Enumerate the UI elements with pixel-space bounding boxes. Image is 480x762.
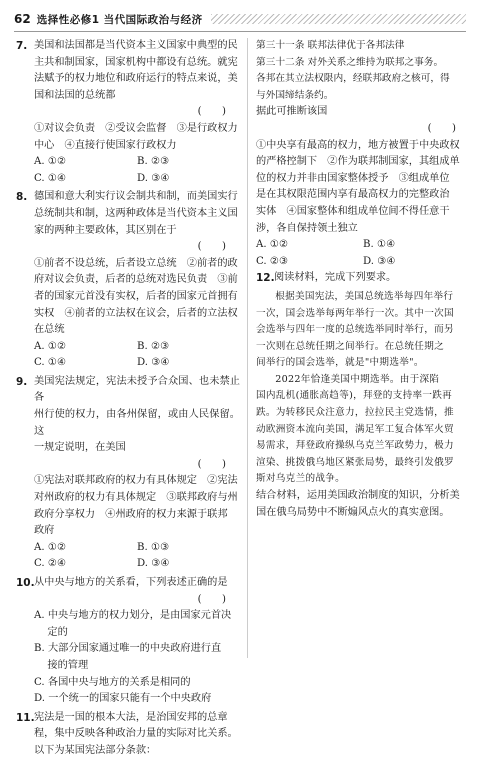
choice-line: C. 各国中央与地方的关系是相同的	[34, 676, 191, 688]
material-line: 斯对乌克兰的战争。	[256, 473, 346, 485]
option-c: C. ①④	[34, 172, 67, 184]
stem-line: 从中央与地方的关系看，下列表述正确的是	[34, 577, 228, 588]
item-line: 是在其权限范围内享有最高权力的完整政治	[256, 189, 450, 201]
stem-line: 主共和制国家，国家机构中都设有总统。就宪	[34, 56, 238, 68]
option-a: A. ①②	[256, 239, 289, 251]
stem-line: 一规定说明，在美国	[34, 442, 126, 454]
question-number: 12.	[256, 272, 275, 285]
item-line: 政府	[34, 525, 55, 537]
item-line: 实体 ④国家整体和组成单位间不得任意干	[256, 205, 450, 217]
header-hatch-decoration	[211, 14, 466, 24]
question-10	[16, 575, 240, 708]
option-a: A. ①②	[34, 541, 67, 553]
item-line: 涉，各自保持领土独立	[256, 222, 358, 234]
task-line: 国在俄乌局势中不断煽风点火的真实意图。	[256, 506, 450, 518]
item-line: 在总统	[34, 324, 65, 336]
article-line: 第三十一条 联邦法律优于各邦法律	[256, 40, 405, 51]
item-line: ①宪法对联邦政府的权力有具体规定 ②宪法	[34, 475, 238, 487]
option-b: B. ①④	[363, 239, 396, 251]
choice-line: 定的	[34, 626, 68, 638]
choice-line: D. 一个统一的国家只能有一个中央政府	[34, 693, 212, 705]
answer-parentheses: ( )	[197, 106, 226, 118]
question-8	[16, 189, 240, 372]
stem-line: 法赋予的权力地位和政府运行的特点来说，美	[34, 73, 238, 85]
item-line: 实权 ④前者的立法权在议会，后者的立法权	[34, 307, 238, 319]
material-line: 根据美国宪法，美国总统选举每四年举行	[275, 290, 454, 302]
stem-line: 宪法是一国的根本大法，是治国安邦的总章	[34, 711, 228, 723]
stem-line: 总统制共和制，这两种政体是当代资本主义国	[34, 207, 238, 219]
answer-parentheses: ( )	[197, 241, 226, 253]
question-number: 7.	[16, 40, 28, 52]
item-line: 政府分享权力 ④州政府的权力来源于联邦	[34, 508, 228, 520]
article-line: 各邦在其立法权限内，经联邦政府之核可，得	[256, 73, 450, 85]
stem-line: 州行使的权力，由各州保留，或由人民保留。这	[34, 409, 240, 437]
choice-line: B. 大部分国家通过唯一的中央政府进行直	[34, 643, 222, 655]
stem-line: 程，集中反映各种政治力量的实际对比关系。	[34, 728, 238, 740]
reading-material	[256, 289, 470, 488]
material-line: 跌。为转移民众注意力，拉拉民主党选情，推	[256, 407, 454, 419]
option-d: D. ③④	[137, 558, 170, 570]
item-line: 的严格控制下 ②作为联邦制国家，其组成单	[256, 156, 460, 168]
material-line: 间举行的国会选举，就是"中期选举"。	[256, 357, 424, 369]
option-c: C. ②③	[256, 255, 289, 267]
page-number: 62	[14, 12, 31, 26]
constitution-excerpt	[256, 38, 470, 104]
question-number: 11.	[16, 711, 35, 724]
choice-line: A. 中央与地方的权力划分，是由国家元首决	[34, 610, 232, 622]
article-line: 第三十二条 对外关系之维持为联邦之事务。	[256, 56, 444, 68]
option-b: B. ①③	[137, 541, 170, 553]
material-line: 国内乱机(通胀高趋等)，拜登的支持率一跌再	[256, 390, 453, 402]
option-a: A. ①②	[34, 156, 67, 168]
article-line: 与外国缔结条约。	[256, 89, 334, 101]
question-number: 8.	[16, 191, 28, 204]
material-line: 2022年恰逢美国中期选举。由于深陷	[275, 373, 440, 385]
page-header	[14, 8, 466, 30]
item-line: ①中央享有最高的权力，地方被置于中央政权	[256, 139, 460, 151]
task-line: 结合材料，运用美国政治制度的知识，分析美	[256, 490, 460, 502]
option-d: D. ③④	[137, 357, 170, 369]
option-c: C. ①④	[34, 357, 67, 369]
material-line: 一次则在总统任期之间举行。在总统任期之	[256, 340, 444, 352]
item-line: 者的国家元首没有实权，后者的国家元首拥有	[34, 290, 238, 302]
item-line: 中心 ④直接行使国家行政权力	[34, 139, 177, 151]
material-line: 会选举与四年一度的总统选举同时举行，而另	[256, 324, 454, 336]
option-c: C. ②④	[34, 558, 67, 570]
stem-line: 以下为某国宪法部分条款：	[34, 744, 157, 756]
stem-line: 美国宪法规定，宪法未授予合众国、也未禁止各	[34, 375, 240, 404]
answer-parentheses: ( )	[197, 593, 226, 605]
stem-line: 国和法国的总统都	[34, 89, 116, 101]
stem-line: 据此可推断该国	[256, 106, 328, 118]
right-column	[256, 38, 470, 521]
left-column	[16, 38, 240, 762]
choice-line: 接的管理	[34, 659, 89, 671]
question-7	[16, 38, 240, 187]
stem-line: 家的两种主要政体，其区别在于	[34, 224, 177, 236]
book-title: 选择性必修1 当代国际政治与经济	[36, 13, 203, 26]
option-b: B. ②③	[137, 156, 170, 168]
material-line: 一次，国会选举每两年举行一次。其中一次国	[256, 307, 454, 319]
question-title: 阅读材料，完成下列要求。	[274, 272, 397, 284]
option-d: D. ③④	[137, 172, 170, 184]
question-number: 10.	[16, 577, 35, 589]
material-line: 动欧洲资本流向美国，满足军工复合体军火贸	[256, 423, 454, 435]
task-prompt	[256, 488, 470, 521]
answer-parentheses: ( )	[197, 458, 226, 470]
question-12	[256, 270, 470, 287]
option-a: A. ①②	[34, 340, 67, 352]
item-line: 位的权力并非由国家整体授予 ③组成单位	[256, 172, 450, 184]
question-11	[16, 710, 240, 760]
stem-line: 美国和法国都是当代资本主义国家中典型的民	[34, 40, 238, 51]
stem-line: 德国和意大利实行议会制共和制，而美国实行	[34, 191, 238, 203]
question-9	[16, 374, 240, 573]
question-number: 9.	[16, 375, 28, 388]
answer-parentheses: ( )	[427, 122, 456, 134]
item-line: ①对议会负责 ②受议会监督 ③是行政权力	[34, 122, 238, 134]
material-line: 易需求，拜登政府操纵乌克兰军政势力，极力	[256, 440, 454, 452]
item-line: 对州政府的权力有具体规定 ③联邦政府与州	[34, 492, 238, 504]
option-b: B. ②③	[137, 340, 170, 352]
item-line: ①前者不设总统，后者设立总统 ②前者的政	[34, 257, 238, 269]
header-rule	[14, 31, 466, 32]
material-line: 渲染、挑拨俄乌地区紧张局势，最终引发俄罗	[256, 456, 454, 468]
item-line: 府对议会负责，后者的总统对选民负责 ③前	[34, 274, 238, 286]
option-d: D. ③④	[363, 255, 396, 267]
question-11-continued	[256, 104, 470, 270]
column-divider	[247, 38, 248, 658]
